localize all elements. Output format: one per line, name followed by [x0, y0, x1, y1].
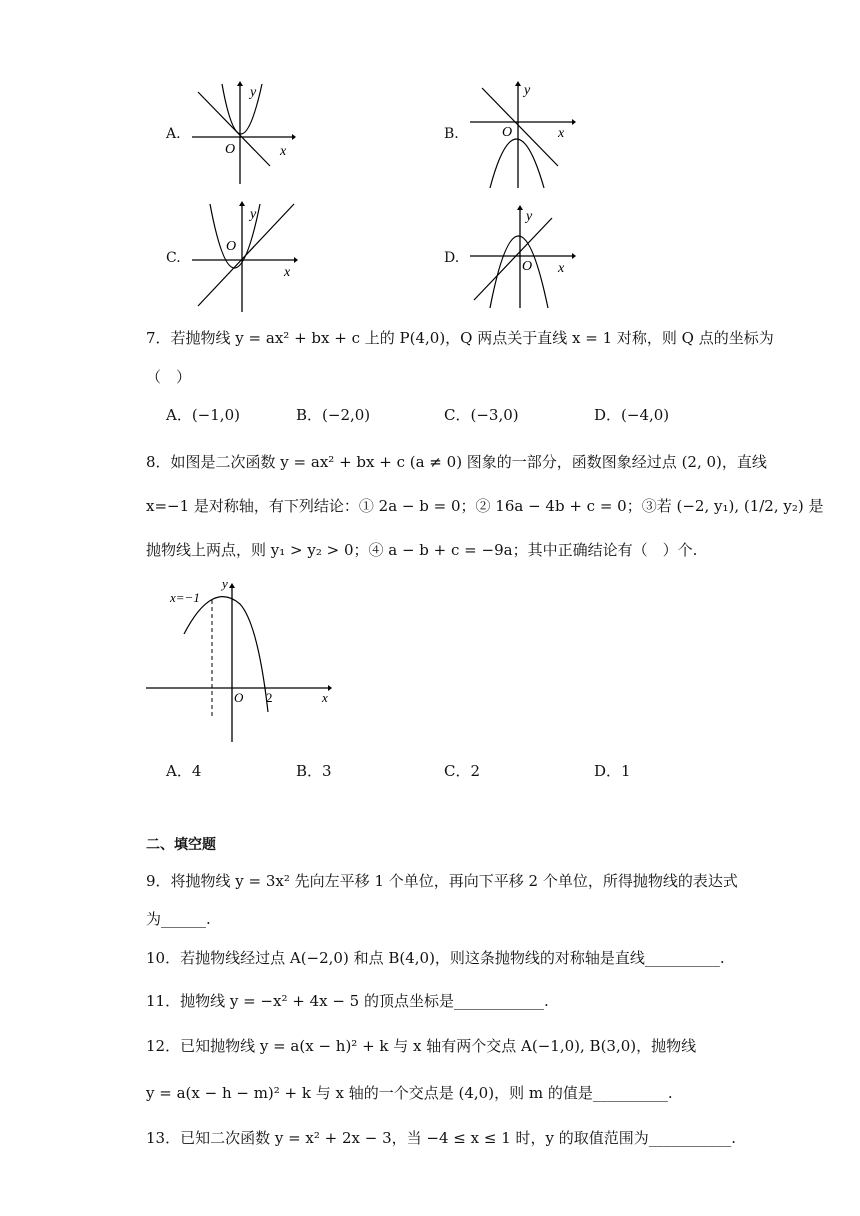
- q6c-y-label: y: [250, 207, 257, 222]
- q8-parabola-figure: [142, 578, 338, 746]
- q6a-origin-label: O: [225, 142, 236, 157]
- q8-y-label: y: [222, 576, 228, 591]
- q6a-x-label: x: [280, 144, 287, 159]
- q8-option-a: A．4: [166, 762, 202, 780]
- q6c-x-label: x: [284, 265, 291, 280]
- q7-stem-line2: （ ）: [146, 368, 192, 386]
- q8-origin-label: O: [234, 690, 244, 705]
- q8-stem-line2: x=−1 是对称轴，有下列结论：① 2a − b = 0；② 16a − 4b + c = 0；③若 (−2, y₁), (1/2, y₂) 是: [146, 497, 824, 515]
- q6-option-a-graph: [186, 80, 296, 190]
- q9-line1: 9．将抛物线 y = 3x² 先向左平移 1 个单位，再向下平移 2 个单位，所得抛物线的表达式: [146, 872, 738, 890]
- q8-option-d: D．1: [594, 762, 631, 780]
- q6b-origin-label: O: [502, 125, 513, 140]
- q6-option-a-label: A.: [166, 126, 181, 142]
- q8-root-label: 2: [266, 690, 273, 705]
- q6-option-d-graph: [466, 204, 578, 314]
- section-title-fill-blank: 二、填空题: [146, 837, 216, 853]
- q6d-x-label: x: [558, 261, 565, 276]
- q6-option-c-graph: [188, 200, 300, 316]
- q6d-origin-label: O: [522, 259, 533, 274]
- q6a-y-label: y: [250, 85, 257, 100]
- q6-option-c-label: C.: [166, 250, 181, 266]
- q6b-y-label: y: [524, 83, 531, 98]
- q6b-x-label: x: [558, 126, 565, 141]
- q7-option-d: D．(−4,0): [594, 406, 670, 424]
- q6-option-b-label: B.: [444, 126, 459, 142]
- q12-line1: 12．已知抛物线 y = a(x − h)² + k 与 x 轴有两个交点 A(−1,0), B(3,0)，抛物线: [146, 1037, 697, 1055]
- q6c-origin-label: O: [226, 239, 237, 254]
- q8-sym-axis-label: x=−1: [170, 590, 200, 605]
- q8-option-c: C．2: [444, 762, 481, 780]
- q11-text: 11．抛物线 y = −x² + 4x − 5 的顶点坐标是____________.: [146, 992, 549, 1010]
- q6-option-b-graph: [466, 80, 576, 192]
- q8-stem-line1: 8．如图是二次函数 y = ax² + bx + c (a ≠ 0) 图象的一部分，函数图象经过点 (2, 0)，直线: [146, 453, 767, 471]
- q9-line2: 为______.: [146, 910, 211, 928]
- q8-x-label: x: [322, 690, 328, 705]
- q8-stem-line3: 抛物线上两点，则 y₁ > y₂ > 0；④ a − b + c = −9a；其中正确结论有（ ）个.: [146, 541, 698, 559]
- q7-option-c: C．(−3,0): [444, 406, 519, 424]
- q8-option-b: B．3: [296, 762, 332, 780]
- q7-option-a: A．(−1,0): [166, 406, 240, 424]
- q6d-y-label: y: [526, 209, 533, 224]
- q7-stem-line1: 7．若抛物线 y = ax² + bx + c 上的 P(4,0)，Q 两点关于直线 x = 1 对称，则 Q 点的坐标为: [146, 329, 774, 347]
- q6-option-d-label: D.: [444, 250, 460, 266]
- q7-option-b: B．(−2,0): [296, 406, 371, 424]
- q10-text: 10．若抛物线经过点 A(−2,0) 和点 B(4,0)，则这条抛物线的对称轴是直线__________.: [146, 949, 725, 967]
- q12-line2: y = a(x − h − m)² + k 与 x 轴的一个交点是 (4,0)，则 m 的值是__________.: [146, 1084, 673, 1102]
- q13-text: 13．已知二次函数 y = x² + 2x − 3，当 −4 ≤ x ≤ 1 时，y 的取值范围为___________.: [146, 1129, 737, 1147]
